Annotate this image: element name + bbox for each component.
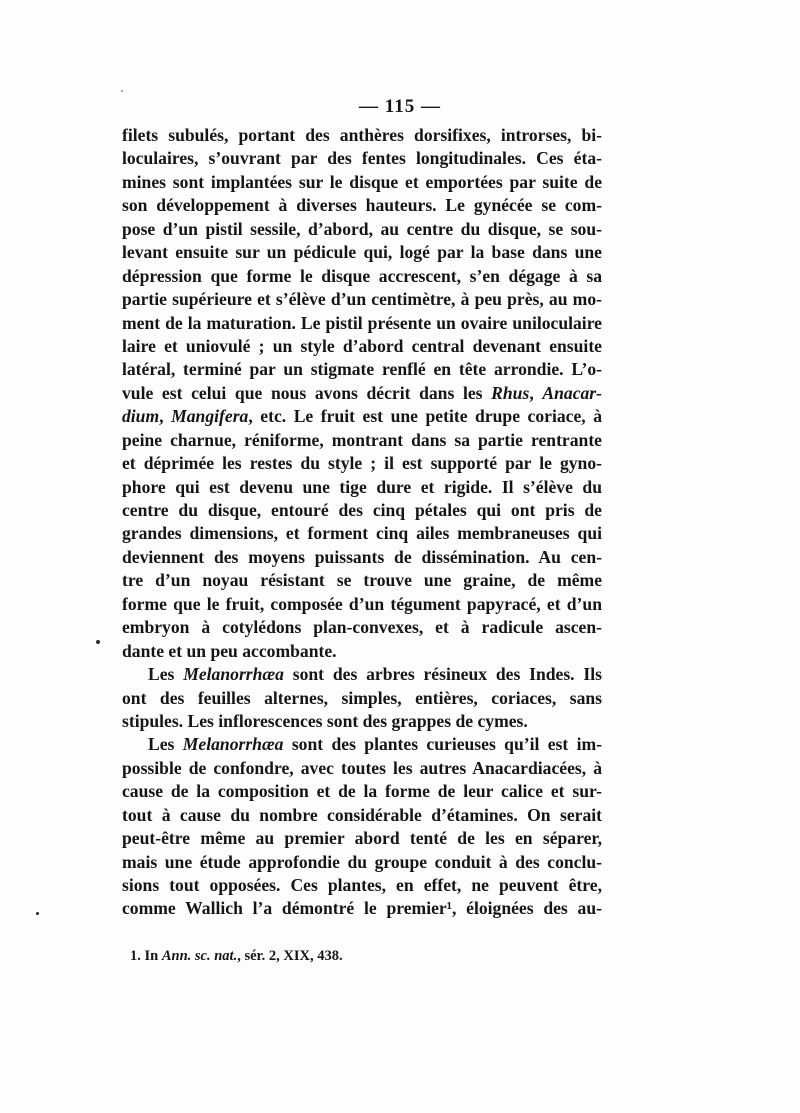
- text-line: son développement à diverses hauteurs. Le gynécée se com-: [122, 195, 602, 216]
- text-segment: sont des arbres résineux des Indes. Ils: [283, 664, 602, 685]
- ink-speck: [36, 912, 39, 915]
- text-line: peine charnue, réniforme, montrant dans sa partie rentrante: [122, 429, 602, 450]
- text-segment: sont des plantes curieuses qu’il est im-: [283, 734, 603, 755]
- text-line: grandes dimensions, et forment cinq ailes membraneuses qui: [122, 523, 602, 544]
- text-line: partie supérieure et s’élève d’un centimètre, à peu près, au mo-: [122, 289, 602, 310]
- italic-term: Melanorrhæa: [182, 734, 284, 755]
- text-line: ont des feuilles alternes, simples, entières, coriaces, sans: [122, 687, 602, 708]
- text-line: latéral, terminé par un stigmate renflé en tête arrondie. L’o-: [122, 359, 602, 380]
- text-line: possible de confondre, avec toutes les autres Anacardiacées, à: [122, 757, 602, 778]
- italic-term: Rhus: [491, 382, 530, 403]
- footnote-marker: 1.: [130, 948, 141, 964]
- italic-term: Mangifera: [171, 406, 249, 427]
- text-line: mais une étude approfondie du groupe conduit à des conclu-: [122, 851, 602, 872]
- text-segment: ,: [159, 406, 172, 427]
- body-text: [122, 124, 602, 921]
- text-line: centre du disque, entouré des cinq pétales qui ont pris de: [122, 500, 602, 520]
- text-line: embryon à cotylédons plan-convexes, et à radicule ascen-: [122, 617, 602, 638]
- text-line: forme que le fruit, composée d’un tégument papyracé, et d’un: [122, 593, 602, 614]
- italic-term: Melanorrhæa: [183, 664, 284, 685]
- text-line: filets subulés, portant des anthères dorsifixes, introrses, bi-: [122, 125, 602, 145]
- text-segment: , etc. Le fruit est une petite drupe coriace, à: [248, 406, 603, 427]
- text-line: phore qui est devenu une tige dure et rigide. Il s’élève du: [122, 476, 602, 497]
- footnote-prefix: In: [140, 948, 162, 964]
- text-line: tre d’un noyau résistant se trouve une graine, de même: [122, 570, 602, 591]
- italic-term: Anacar-: [542, 382, 603, 403]
- text-line: tout à cause du nombre considérable d’étamines. On serait: [122, 804, 602, 825]
- footnote: [130, 948, 343, 965]
- text-line: [122, 733, 602, 756]
- text-segment: Les: [148, 734, 183, 755]
- text-line: comme Wallich l’a démontré le premier¹, éloignées des au-: [122, 898, 602, 919]
- text-line: deviennent des moyens puissants de dissémination. Au cen-: [122, 546, 602, 567]
- text-line: [122, 405, 602, 428]
- text-line: [122, 663, 602, 686]
- ink-speck: [121, 90, 123, 92]
- text-line: stipules. Les inflorescences sont des grappes de cymes.: [122, 710, 528, 731]
- text-segment: Les: [148, 664, 184, 685]
- text-segment: vule est celui que nous avons décrit dans les: [122, 382, 492, 403]
- text-line: levant ensuite sur un pédicule qui, logé par la base dans une: [122, 242, 602, 263]
- text-line: [122, 382, 602, 405]
- text-line: laire et uniovulé ; un style d’abord central devenant ensuite: [122, 335, 602, 356]
- text-line: peut-être même au premier abord tenté de les en séparer,: [122, 828, 602, 849]
- text-line: ment de la maturation. Le pistil présente un ovaire uniloculaire: [122, 312, 602, 333]
- page-number: — 115 —: [359, 96, 441, 117]
- italic-term: dium: [122, 406, 160, 427]
- footnote-reference: , sér. 2, XIX, 438.: [237, 948, 343, 964]
- text-line: pose d’un pistil sessile, d’abord, au centre du disque, se sou-: [122, 218, 602, 239]
- text-line: sions tout opposées. Ces plantes, en effet, ne peuvent être,: [122, 875, 602, 895]
- text-line: dante et un peu accombante.: [122, 640, 337, 661]
- text-line: mines sont implantées sur le disque et emportées par suite de: [122, 171, 602, 192]
- text-line: dépression que forme le disque accrescent, s’en dégage à sa: [122, 265, 602, 286]
- text-segment: ,: [529, 382, 543, 403]
- ink-speck: [96, 640, 100, 644]
- text-line: et déprimée les restes du style ; il est supporté par le gyno-: [122, 453, 602, 474]
- text-line: loculaires, s’ouvrant par des fentes longitudinales. Ces éta-: [122, 148, 602, 169]
- footnote-journal: Ann. sc. nat.: [161, 948, 238, 964]
- text-line: cause de la composition et de la forme de leur calice et sur-: [122, 781, 602, 802]
